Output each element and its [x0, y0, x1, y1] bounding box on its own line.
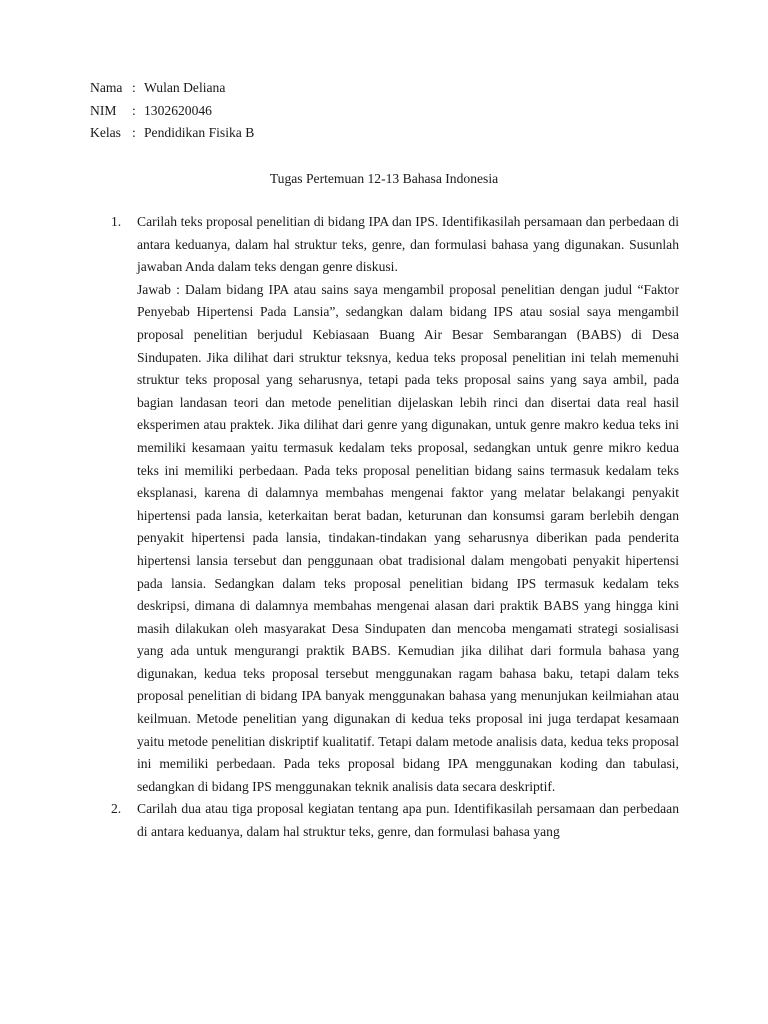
student-identity — [90, 77, 254, 145]
identity-separator: : — [132, 102, 136, 118]
question-text: Carilah teks proposal penelitian di bidang IPA dan IPS. Identifikasilah persamaan dan perbedaan di antara keduanya, dalam hal struktur teks, genre, dan formulasi bahasa yang digunakan. Susunlah jawaban Anda dalam teks dengan genre diskusi. — [137, 214, 679, 275]
identity-value: Pendidikan Fisika B — [144, 125, 255, 140]
identity-row-class — [90, 122, 254, 145]
question-item-1 — [111, 211, 679, 798]
question-number: 2. — [111, 801, 122, 817]
identity-value: Wulan Deliana — [144, 80, 226, 95]
question-number: 1. — [111, 214, 122, 229]
identity-label: NIM — [90, 102, 117, 118]
question-text: Carilah dua atau tiga proposal kegiatan tentang apa pun. Identifikasilah persamaan dan perbedaan di antara keduanya, dalam hal struktur teks, genre, dan formulasi bahasa yang — [137, 801, 679, 840]
identity-separator: : — [132, 125, 136, 140]
identity-label: Nama — [90, 80, 123, 95]
question-item-2 — [111, 798, 679, 843]
identity-label: Kelas — [90, 125, 121, 140]
document-title: Tugas Pertemuan 12-13 Bahasa Indonesia — [269, 171, 499, 186]
answer-text: Jawab : Dalam bidang IPA atau sains saya mengambil proposal penelitian dengan judul “Faktor Penyebab Hipertensi Pada Lansia”, sedangkan dalam bidang IPS atau sosial saya mengambil proposal penelitian berjudul Kebiasaan Buang Air Besar Sembarangan (BABS) di Desa Sindupaten. Jika dilihat dari struktur teksnya, kedua teks proposal penelitian ini telah memenuhi struktur teks proposal yang seharusnya, tetapi pada teks proposal sains yang saya ambil, pada bagian landasan teori dan metode penelitian dijelaskan lebih rinci dan disertai data real hasil eksperimen atau praktek. Jika dilihat dari genre yang digunakan, untuk genre makro kedua teks ini memiliki kesamaan yaitu termasuk kedalam teks proposal, sedangkan untuk genre mikro kedua teks ini memiliki perbedaan. Pada teks proposal penelitian bidang sains termasuk kedalam teks eksplanasi, karena di dalamnya membahas mengenai faktor yang melatar belakangi penyakit hipertensi pada lansia, keterkaitan berat badan, keturunan dan konsumsi garam berlebih dengan penyakit hipertensi pada lansia, tindakan-tindakan yang seharusnya diberikan pada penderita hipertensi lansia tersebut dan penggunaan obat tradisional dalam mengobati penyakit hipertensi pada lansia. Sedangkan dalam teks proposal penelitian bidang IPS termasuk kedalam teks deskripsi, dimana di dalamnya membahas mengenai alasan dari praktik BABS yang hingga kini masih dilakukan oleh masyarakat Desa Sindupaten dan mencoba mengamati strategi sosialisasi yang ada untuk mengurangi praktik BABS. Kemudian jika dilihat dari formula bahasa yang digunakan, kedua teks proposal tersebut menggunakan ragam bahasa baku, tetapi dalam teks proposal penelitian di bidang IPA banyak menggunakan bahasa yang menunjukan keilmiahan atau keilmuan. Metode penelitian yang digunakan di kedua teks proposal ini juga terdapat kesamaan yaitu metode penelitian diskriptif kualitatif. Tetapi dalam metode analisis data, kedua teks proposal ini memiliki perbedaan. Pada teks proposal bidang IPA menggunakan koding dan tabulasi, sedangkan di bidang IPS menggunakan teknik analisis data secara deskriptif. — [137, 281, 679, 794]
identity-separator: : — [132, 80, 136, 95]
identity-value: 1302620046 — [144, 102, 212, 118]
question-list — [111, 211, 679, 844]
identity-row-name — [90, 77, 254, 100]
identity-row-nim — [90, 100, 254, 123]
